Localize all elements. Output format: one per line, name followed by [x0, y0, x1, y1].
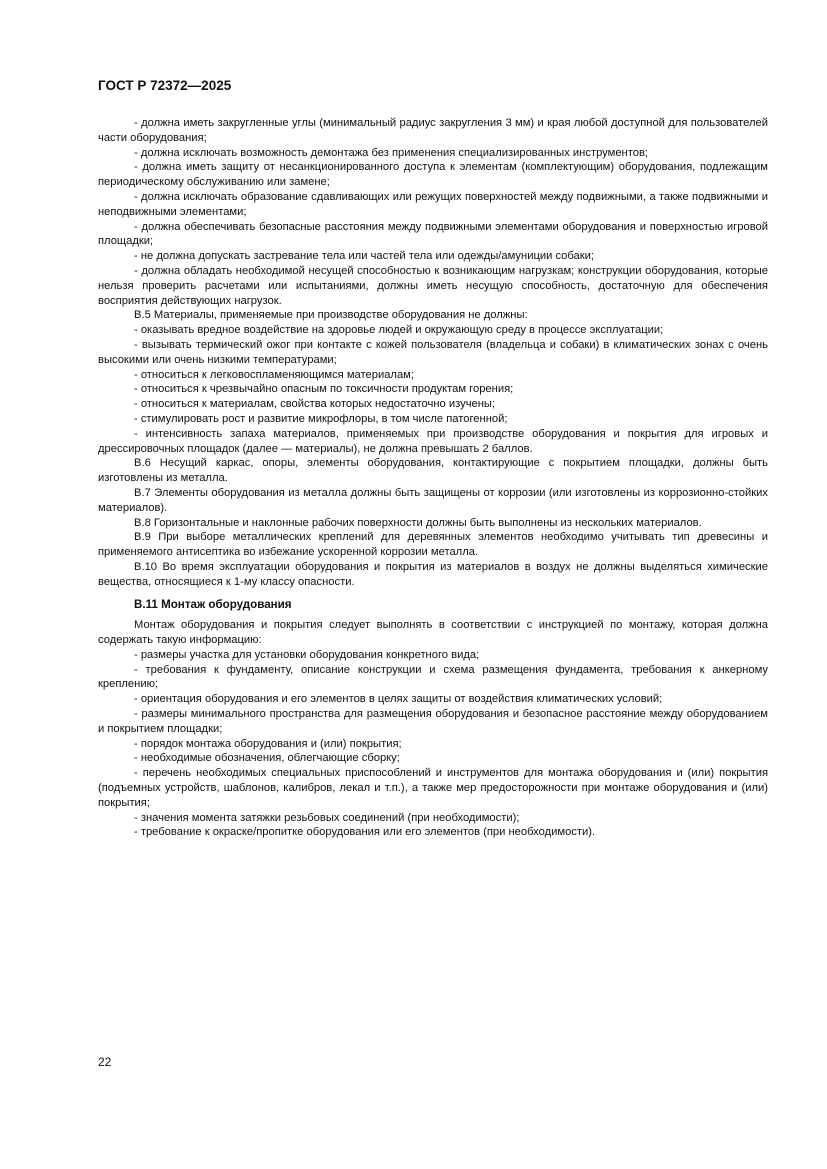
- paragraph: Монтаж оборудования и покрытия следует выполнять в соответствии с инструкцией по монтажу, которая должна содержать такую информацию:: [98, 619, 768, 647]
- paragraph: - требования к фундаменту, описание конструкции и схема размещения фундамента, требования к анкерному креплению;: [98, 663, 768, 691]
- paragraph: - относиться к материалам, свойства которых недостаточно изучены;: [134, 398, 496, 411]
- document-header: ГОСТ Р 72372—2025: [98, 78, 232, 93]
- paragraph: В.6 Несущий каркас, опоры, элементы оборудования, контактирующие с покрытием площадки, должны быть изготовлены из металла.: [98, 457, 768, 485]
- paragraph: - вызывать термический ожог при контакте с кожей пользователя (владельца и собаки) в климатических зонах с очень высокими или очень низкими температурами;: [98, 338, 768, 366]
- paragraph: В.5 Материалы, применяемые при производстве оборудования не должны:: [134, 309, 528, 322]
- paragraph: - размеры участка для установки оборудования конкретного вида;: [134, 648, 480, 661]
- paragraph: - интенсивность запаха материалов, применяемых при производстве оборудования и покрытия для игровых и дрессировочных площадок (далее — материалы), не должна превышать 2 баллов.: [98, 427, 768, 455]
- paragraph: В.9 При выборе металлических креплений для деревянных элементов необходимо учитывать тип древесины и применяемого антисептика во избежание ускоренной коррозии металла.: [98, 531, 768, 559]
- paragraph: - относиться к чрезвычайно опасным по токсичности продуктам горения;: [134, 383, 514, 396]
- paragraph: - перечень необходимых специальных приспособлений и инструментов для монтажа оборудования и (или) покрытия (подъемных устройств, шаблонов, калибров, лекал и т.п.), а также мер предосторожности при монтаже оборудования и (или) покрытия;: [98, 767, 768, 809]
- paragraph: - требование к окраске/пропитке оборудования или его элементов (при необходимости).: [134, 826, 596, 839]
- paragraph: В.8 Горизонтальные и наклонные рабочих поверхности должны быть выполнены из нескольких материалов.: [134, 516, 702, 529]
- paragraph: - стимулировать рост и развитие микрофлоры, в том числе патогенной;: [134, 412, 508, 425]
- paragraph: - значения момента затяжки резьбовых соединений (при необходимости);: [134, 811, 520, 824]
- paragraph: - ориентация оборудования и его элементов в целях защиты от воздействия климатических условий;: [134, 693, 663, 706]
- page-number: 22: [98, 1055, 112, 1069]
- paragraph: - должна исключать возможность демонтажа без применения специализированных инструментов;: [134, 146, 649, 159]
- document-body: [98, 116, 768, 840]
- paragraph: - должна обеспечивать безопасные расстояния между подвижными элементами оборудования и поверхностью игровой площадки;: [98, 220, 768, 248]
- paragraph: - должна исключать образование сдавливающих или режущих поверхностей между подвижными, а также подвижными и неподвижными элементами;: [98, 190, 768, 218]
- paragraph: - должна обладать необходимой несущей способностью к возникающим нагрузкам; конструкции оборудования, которые нельзя проверить расчетами или испытаниями, должны иметь несущую способность, достаточную для обеспечения восприятия действующих нагрузок.: [98, 264, 768, 307]
- section-heading: В.11 Монтаж оборудования: [134, 597, 292, 611]
- paragraph: - не должна допускать застревание тела или частей тела или одежды/амуниции собаки;: [134, 250, 595, 263]
- paragraph: - оказывать вредное воздействие на здоровье людей и окружающую среду в процессе эксплуатации;: [134, 324, 664, 337]
- paragraph: - должна иметь защиту от несанкционированного доступа к элементам (комплектующим) оборудования, подлежащим периодическому обслуживанию или замене;: [98, 161, 768, 189]
- paragraph: В.10 Во время эксплуатации оборудования и покрытия из материалов в воздух не должны выделяться химические вещества, относящиеся к 1-му классу опасности.: [98, 560, 768, 588]
- paragraph: - относиться к легковоспламеняющимся материалам;: [134, 368, 414, 381]
- paragraph: - необходимые обозначения, облегчающие сборку;: [134, 752, 400, 765]
- paragraph: - должна иметь закругленные углы (минимальный радиус закругления 3 мм) и края любой доступной для пользователей части оборудования;: [98, 117, 768, 144]
- paragraph: - порядок монтажа оборудования и (или) покрытия;: [134, 737, 402, 750]
- paragraph: В.7 Элементы оборудования из металла должны быть защищены от коррозии (или изготовлены из коррозионно-стойких материалов).: [98, 486, 768, 514]
- paragraph: - размеры минимального пространства для размещения оборудования и безопасное расстояние между оборудованием и покрытием площадки;: [98, 708, 768, 735]
